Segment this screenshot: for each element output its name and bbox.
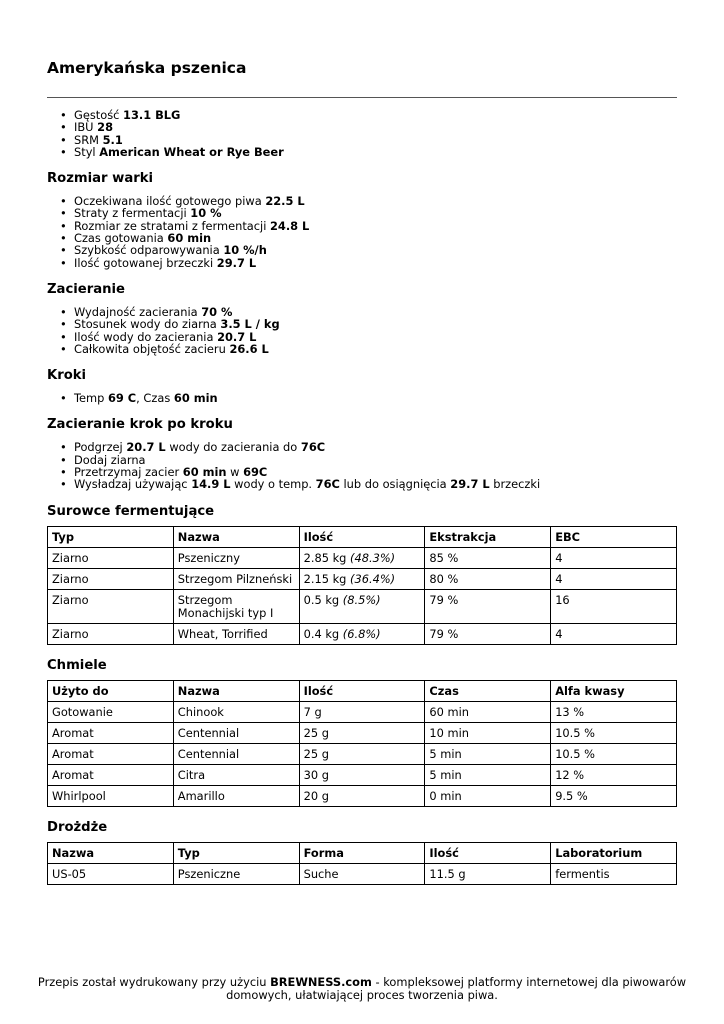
table-cell: Amarillo (173, 785, 299, 806)
table-cell: Citra (173, 764, 299, 785)
section-heading: Zacieranie (47, 281, 125, 297)
list-item: • SRM 5.1 (74, 134, 677, 146)
table-cell: Ziarno (48, 547, 174, 568)
column-header: Nazwa (48, 842, 174, 863)
section-heading: Zacieranie krok po kroku (47, 417, 233, 433)
column-header: Czas (425, 680, 551, 701)
table-cell: 10.5 % (551, 722, 677, 743)
section-heading: Kroki (47, 368, 87, 384)
batch-list (47, 195, 677, 269)
table-header-row (48, 680, 677, 701)
hops-table (47, 680, 677, 807)
list-item: • Ilość wody do zacierania 20.7 L (74, 331, 677, 343)
column-header: Ilość (299, 526, 425, 547)
table-cell: Ziarno (48, 589, 174, 623)
table-row (48, 785, 677, 806)
list-item: • Gęstość 13.1 BLG (74, 109, 677, 121)
column-header: Nazwa (173, 680, 299, 701)
list-item: • Ilość gotowanej brzeczki 29.7 L (74, 257, 677, 269)
table-cell: 10 min (425, 722, 551, 743)
table-cell: Ziarno (48, 623, 174, 644)
mash-section (47, 282, 677, 355)
column-header: Ekstrakcja (425, 526, 551, 547)
column-header: Typ (48, 526, 174, 547)
yeast-section (47, 820, 677, 885)
fermentables-table (47, 526, 677, 645)
list-item: • Wydajność zacierania 70 % (74, 306, 677, 318)
table-cell: fermentis (551, 863, 677, 884)
table-cell: 7 g (299, 701, 425, 722)
table-cell: 4 (551, 568, 677, 589)
list-item: • Styl American Wheat or Rye Beer (74, 146, 677, 158)
list-item: • Straty z fermentacji 10 % (74, 207, 677, 219)
print-footer: Przepis został wydrukowany przy użyciu BREWNESS.com - kompleksowej platformy internetowej dla piwowarów domowych, ułatwiającej proces tworzenia piwa. (37, 975, 687, 1002)
table-cell: 79 % (425, 623, 551, 644)
table-row (48, 623, 677, 644)
table-cell: Whirlpool (48, 785, 174, 806)
table-cell: Aromat (48, 764, 174, 785)
table-cell: Chinook (173, 701, 299, 722)
table-cell: 0 min (425, 785, 551, 806)
table-row (48, 743, 677, 764)
list-item: • Wysładzaj używając 14.9 L wody o temp. 76C lub do osiągnięcia 29.7 L brzeczki (74, 478, 677, 490)
table-cell: 25 g (299, 743, 425, 764)
yeast-table (47, 842, 677, 885)
table-cell: US-05 (48, 863, 174, 884)
table-cell: 20 g (299, 785, 425, 806)
hops-section (47, 658, 677, 807)
step-by-step-list (47, 441, 677, 490)
table-cell: 25 g (299, 722, 425, 743)
brand-name: BREWNESS.com (270, 975, 372, 989)
table-cell: 5 min (425, 764, 551, 785)
table-cell: 4 (551, 623, 677, 644)
list-item: • Oczekiwana ilość gotowego piwa 22.5 L (74, 195, 677, 207)
table-cell: Strzegom Monachijski typ I (173, 589, 299, 623)
table-cell: 0.5 kg (8.5%) (299, 589, 425, 623)
list-item: • Temp 69 C, Czas 60 min (74, 392, 677, 404)
table-cell: 2.15 kg (36.4%) (299, 568, 425, 589)
fermentables-section (47, 504, 677, 645)
table-row (48, 863, 677, 884)
list-item: • Przetrzymaj zacier 60 min w 69C (74, 466, 677, 478)
table-cell: 10.5 % (551, 743, 677, 764)
column-header: Nazwa (173, 526, 299, 547)
table-cell: 9.5 % (551, 785, 677, 806)
table-cell: Strzegom Pilzneński (173, 568, 299, 589)
batch-size-section (47, 171, 677, 269)
page-title: Amerykańska pszenica (47, 59, 247, 77)
table-cell: Aromat (48, 722, 174, 743)
table-cell: 85 % (425, 547, 551, 568)
table-header-row (48, 842, 677, 863)
table-cell: 30 g (299, 764, 425, 785)
section-heading: Chmiele (47, 657, 107, 673)
table-cell: 2.85 kg (48.3%) (299, 547, 425, 568)
steps-list (47, 392, 677, 404)
column-header: Ilość (425, 842, 551, 863)
table-header-row (48, 526, 677, 547)
table-cell: 13 % (551, 701, 677, 722)
table-cell: 60 min (425, 701, 551, 722)
table-cell: 79 % (425, 589, 551, 623)
table-cell: 0.4 kg (6.8%) (299, 623, 425, 644)
column-header: Alfa kwasy (551, 680, 677, 701)
step-by-step-section (47, 417, 677, 490)
table-cell: 16 (551, 589, 677, 623)
table-row (48, 547, 677, 568)
table-row (48, 701, 677, 722)
column-header: Ilość (299, 680, 425, 701)
table-row (48, 764, 677, 785)
column-header: Typ (173, 842, 299, 863)
column-header: Laboratorium (551, 842, 677, 863)
table-cell: 12 % (551, 764, 677, 785)
list-item: • Dodaj ziarna (74, 454, 677, 466)
table-row (48, 722, 677, 743)
table-cell: Wheat, Torrified (173, 623, 299, 644)
mash-list (47, 306, 677, 355)
section-heading: Rozmiar warki (47, 171, 154, 187)
list-item: • Całkowita objętość zacieru 26.6 L (74, 343, 677, 355)
table-cell: 5 min (425, 743, 551, 764)
list-item: • Stosunek wody do ziarna 3.5 L / kg (74, 318, 677, 330)
table-cell: Pszeniczne (173, 863, 299, 884)
table-cell: Suche (299, 863, 425, 884)
table-cell: 11.5 g (425, 863, 551, 884)
steps-section (47, 368, 677, 404)
list-item: • Czas gotowania 60 min (74, 232, 677, 244)
table-cell: Centennial (173, 743, 299, 764)
column-header: EBC (551, 526, 677, 547)
section-heading: Surowce fermentujące (47, 503, 215, 519)
list-item: • Podgrzej 20.7 L wody do zacierania do 76C (74, 441, 677, 453)
table-cell: 4 (551, 547, 677, 568)
recipe-content (47, 109, 677, 885)
table-row (48, 589, 677, 623)
table-cell: Gotowanie (48, 701, 174, 722)
section-heading: Drożdże (47, 819, 108, 835)
table-cell: Pszeniczny (173, 547, 299, 568)
list-item: • Rozmiar ze stratami z fermentacji 24.8 L (74, 220, 677, 232)
summary-list (47, 109, 677, 158)
table-row (48, 568, 677, 589)
title-divider (47, 97, 677, 98)
list-item: • IBU 28 (74, 121, 677, 133)
column-header: Forma (299, 842, 425, 863)
list-item: • Szybkość odparowywania 10 %/h (74, 244, 677, 256)
table-cell: Centennial (173, 722, 299, 743)
table-cell: 80 % (425, 568, 551, 589)
table-cell: Aromat (48, 743, 174, 764)
table-cell: Ziarno (48, 568, 174, 589)
column-header: Użyto do (48, 680, 174, 701)
